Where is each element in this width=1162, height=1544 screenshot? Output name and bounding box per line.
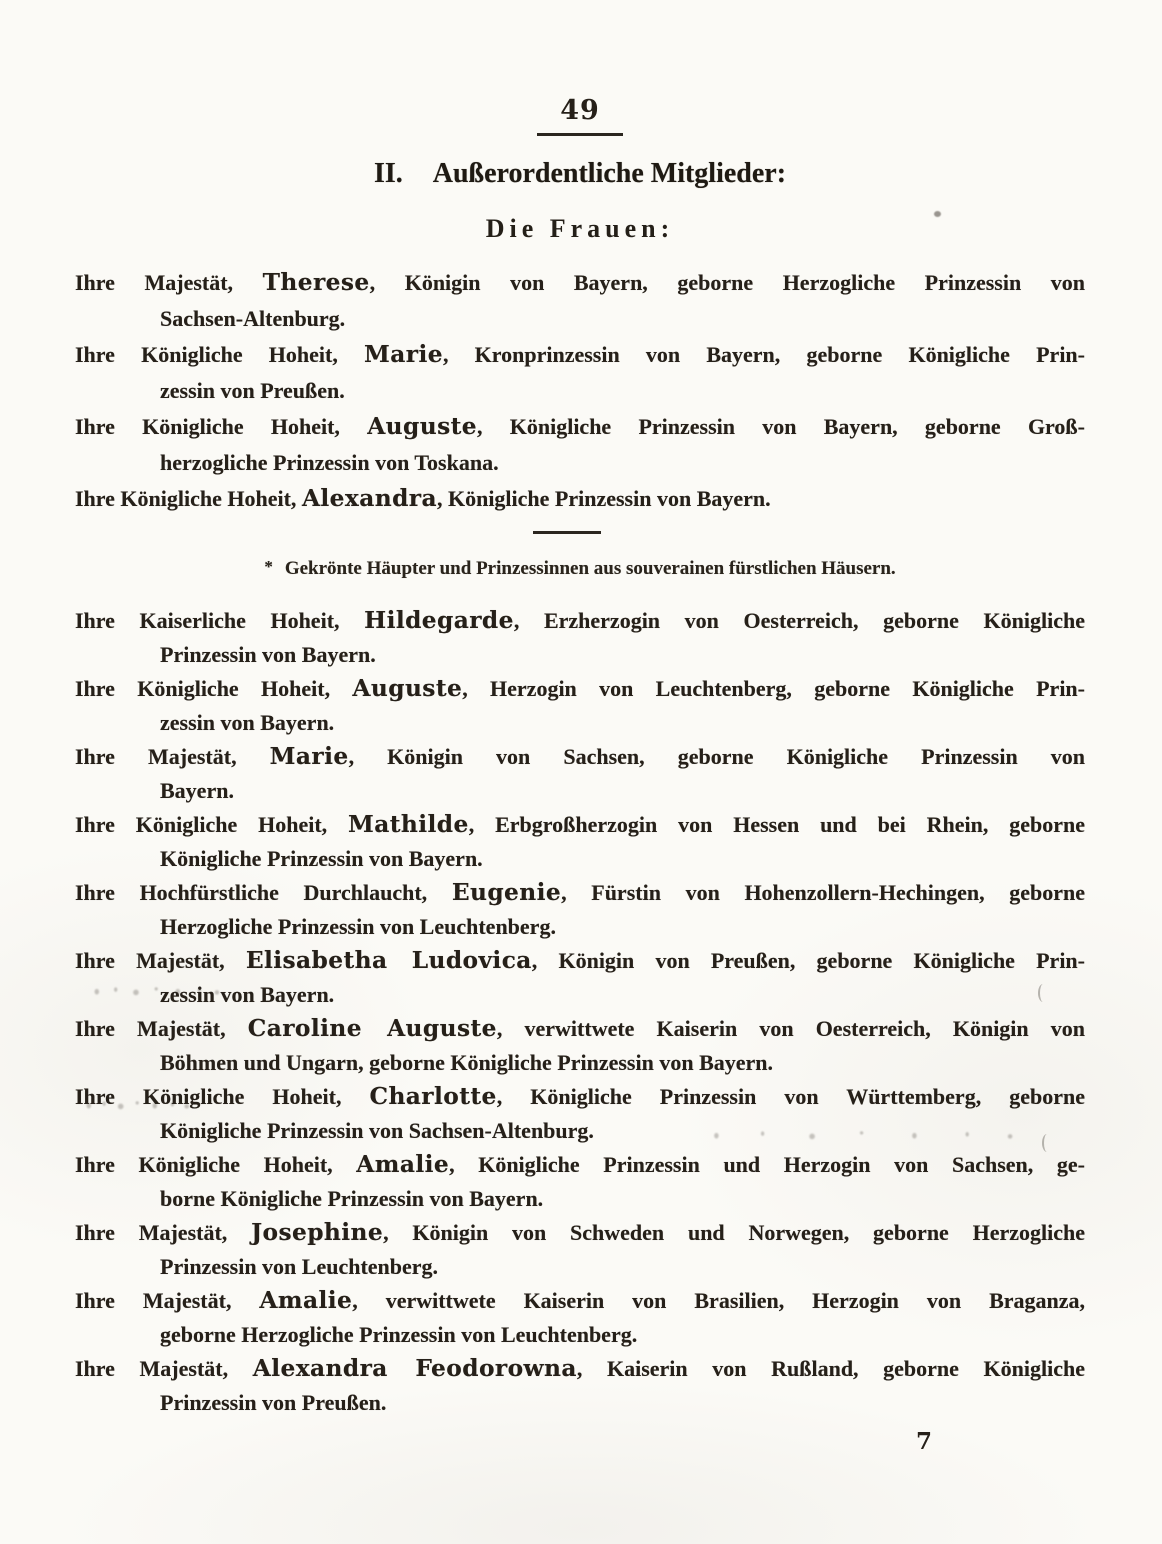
- entry-text: Herzogliche Prinzessin von Leuchtenberg.: [160, 914, 556, 939]
- entry-line: [75, 740, 1085, 774]
- entry-line: [75, 672, 1085, 706]
- entry-text: , verwittwete Kaiserin von Brasilien, Herzogin von Braganza,: [352, 1288, 1086, 1313]
- entry-text: Bayern.: [160, 778, 234, 803]
- entry-text: Ihre Königliche Hoheit,: [75, 486, 302, 511]
- member-name: Hildegarde: [364, 607, 514, 634]
- entry-text: , Königliche Prinzessin von Bayern.: [436, 486, 771, 511]
- entry-text: , Kronprinzessin von Bayern, geborne Königliche Prin-: [442, 342, 1085, 367]
- entry-text: , Kaiserin von Rußland, geborne Königliche: [576, 1356, 1085, 1381]
- entry-line: [75, 944, 1085, 978]
- entry-text: Ihre Königliche Hoheit,: [75, 342, 365, 367]
- heading-title: Außerordentliche Mitglieder:: [432, 158, 787, 189]
- entry-text: Ihre Hochfürstliche Durchlaucht,: [75, 880, 452, 905]
- member-entry: [75, 1352, 1085, 1420]
- entry-text: Königliche Prinzessin von Sachsen-Altenburg.: [160, 1118, 594, 1143]
- entry-line: [75, 1216, 1085, 1250]
- entry-text: zessin von Bayern.: [160, 710, 335, 735]
- entry-text: zessin von Preußen.: [160, 378, 345, 403]
- entry-text: , Fürstin von Hohenzollern-Hechingen, geborne: [561, 880, 1085, 905]
- member-name: Elisabetha Ludovica: [245, 947, 532, 974]
- member-entry: [75, 604, 1085, 672]
- entry-text: borne Königliche Prinzessin von Bayern.: [160, 1186, 544, 1211]
- member-entry: [75, 944, 1085, 1012]
- member-name: Auguste: [352, 675, 463, 702]
- entry-line: [75, 1114, 1085, 1148]
- entry-text: herzogliche Prinzessin von Toskana.: [160, 450, 499, 475]
- member-entry: [75, 1012, 1085, 1080]
- member-name: Amalie: [259, 1287, 353, 1314]
- entry-line: [75, 337, 1085, 373]
- entry-text: Prinzessin von Preußen.: [160, 1390, 387, 1415]
- member-entry: [75, 409, 1085, 481]
- entry-text: Prinzessin von Bayern.: [160, 642, 376, 667]
- footnote: [75, 557, 1085, 580]
- entry-line: [75, 1012, 1085, 1046]
- entry-text: , Königin von Schweden und Norwegen, geborne Herzogliche: [383, 1220, 1086, 1245]
- member-entry: [75, 337, 1085, 409]
- entry-line: [75, 409, 1085, 445]
- entry-text: Königliche Prinzessin von Bayern.: [160, 846, 483, 871]
- entry-line: [75, 638, 1085, 672]
- entry-line: [75, 1250, 1085, 1284]
- entry-text: Ihre Königliche Hoheit,: [75, 676, 353, 701]
- entry-text: Böhmen und Ungarn, geborne Königliche Prinzessin von Bayern.: [160, 1050, 774, 1075]
- entry-text: , Königin von Preußen, geborne Königliche Prin-: [531, 948, 1085, 973]
- entry-text: Ihre Majestät,: [75, 1016, 248, 1041]
- signature-mark: 7: [916, 1428, 933, 1455]
- entry-line: [75, 876, 1085, 910]
- entry-text: Ihre Majestät,: [75, 1288, 260, 1313]
- entry-text: Ihre Majestät,: [75, 270, 263, 295]
- member-name: Auguste: [367, 413, 477, 440]
- member-entry: [75, 265, 1085, 337]
- entry-line: [75, 910, 1085, 944]
- entry-line: [75, 706, 1085, 740]
- entry-text: Ihre Majestät,: [75, 948, 246, 973]
- member-name: Josephine: [251, 1219, 384, 1246]
- member-entry: [75, 808, 1085, 876]
- entry-line: [75, 1080, 1085, 1114]
- footnote-marker: *: [264, 557, 273, 576]
- member-name: Alexandra: [301, 485, 437, 512]
- entry-text: , Königliche Prinzessin und Herzogin von Sachsen, ge-: [449, 1152, 1085, 1177]
- member-entry: [75, 1284, 1085, 1352]
- entry-text: , verwittwete Kaiserin von Oesterreich, Königin von: [496, 1016, 1086, 1041]
- entry-text: Ihre Majestät,: [75, 1356, 253, 1381]
- entry-text: Ihre Kaiserliche Hoheit,: [75, 608, 365, 633]
- member-name: Eugenie: [451, 879, 562, 906]
- entry-text: zessin von Bayern.: [160, 982, 335, 1007]
- entry-text: Ihre Königliche Hoheit,: [75, 1152, 357, 1177]
- entry-text: , Herzogin von Leuchtenberg, geborne Königliche Prin-: [462, 676, 1085, 701]
- member-name: Caroline Auguste: [247, 1015, 497, 1042]
- entry-line: [75, 445, 1085, 481]
- entry-text: Ihre Königliche Hoheit,: [75, 414, 368, 439]
- member-name: Charlotte: [369, 1083, 497, 1110]
- entry-text: , Erzherzogin von Oesterreich, geborne Königliche: [513, 608, 1085, 633]
- entry-text: , Königliche Prinzessin von Bayern, geborne Groß-: [477, 414, 1085, 439]
- entry-line: [75, 481, 1085, 517]
- entry-line: [75, 1284, 1085, 1318]
- entry-line: [75, 1386, 1085, 1420]
- entries-top-list: [75, 265, 1085, 517]
- member-name: Amalie: [356, 1151, 450, 1178]
- entry-line: [75, 373, 1085, 409]
- entry-text: Ihre Königliche Hoheit,: [75, 812, 349, 837]
- member-entry: [75, 672, 1085, 740]
- subtitle-die-frauen: Die Frauen:: [485, 214, 675, 243]
- member-name: Marie: [364, 341, 443, 368]
- entry-line: [75, 842, 1085, 876]
- entry-line: [75, 1318, 1085, 1352]
- entry-text: , Königin von Bayern, geborne Herzogliche Prinzessin von: [369, 270, 1085, 295]
- page-number-rule: [537, 95, 623, 136]
- page-number: 49: [560, 95, 600, 126]
- footnote-text: Gekrönte Häupter und Prinzessinnen aus souverainen fürstlichen Häusern.: [284, 558, 896, 579]
- divider-rule: [533, 531, 601, 534]
- entry-line: [75, 978, 1085, 1012]
- member-entry: [75, 1080, 1085, 1148]
- entry-line: [75, 1148, 1085, 1182]
- entry-line: [75, 604, 1085, 638]
- entries-bottom-list: [75, 604, 1085, 1420]
- entry-text: Ihre Majestät,: [75, 1220, 252, 1245]
- entry-line: [75, 301, 1085, 337]
- member-entry: [75, 481, 1085, 517]
- member-name: Alexandra Feodorowna: [252, 1355, 577, 1382]
- entry-text: Ihre Majestät,: [75, 744, 270, 769]
- entry-text: Ihre Königliche Hoheit,: [75, 1084, 370, 1109]
- entry-line: [75, 1046, 1085, 1080]
- entry-text: , Königin von Sachsen, geborne Königliche Prinzessin von: [348, 744, 1085, 769]
- member-entry: [75, 1216, 1085, 1284]
- entry-line: [75, 265, 1085, 301]
- entry-line: [75, 808, 1085, 842]
- entry-line: [75, 1352, 1085, 1386]
- section-heading: [75, 158, 1085, 190]
- member-entry: [75, 876, 1085, 944]
- member-name: Therese: [262, 269, 370, 296]
- member-entry: [75, 1148, 1085, 1216]
- entry-text: , Königliche Prinzessin von Württemberg, geborne: [496, 1084, 1085, 1109]
- entry-text: geborne Herzogliche Prinzessin von Leuchtenberg.: [160, 1322, 638, 1347]
- member-name: Mathilde: [348, 811, 469, 838]
- entry-line: [75, 774, 1085, 808]
- entry-text: Sachsen-Altenburg.: [160, 306, 346, 331]
- entry-line: [75, 1182, 1085, 1216]
- entry-text: , Erbgroßherzogin von Hessen und bei Rhein, geborne: [468, 812, 1085, 837]
- member-name: Marie: [269, 743, 349, 770]
- heading-numeral: II.: [373, 158, 403, 189]
- member-entry: [75, 740, 1085, 808]
- entry-text: Prinzessin von Leuchtenberg.: [160, 1254, 439, 1279]
